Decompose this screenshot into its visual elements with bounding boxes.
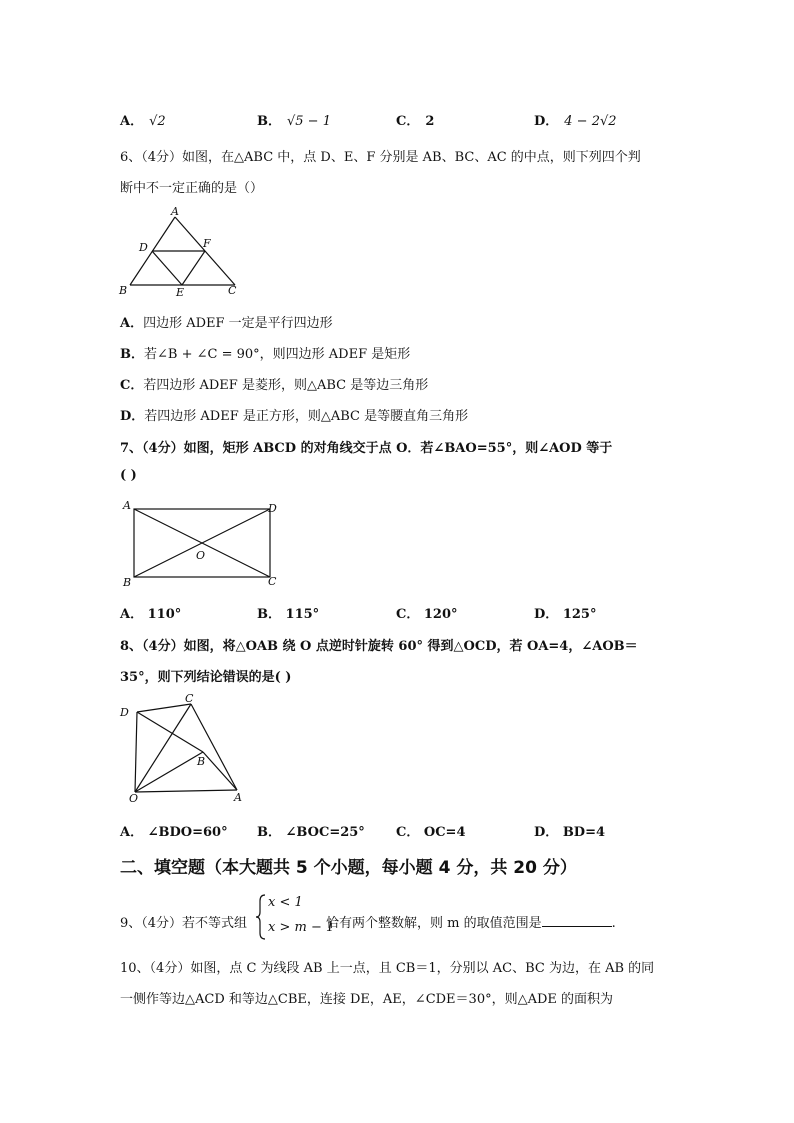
option-label: A． bbox=[120, 825, 144, 840]
option-text: 若四边形 ADEF 是菱形，则△ABC 是等边三角形 bbox=[143, 378, 429, 393]
q6-stem-line2: 断中不一定正确的是（） bbox=[120, 181, 264, 196]
option-text: 若四边形 ADEF 是正方形，则△ABC 是等腰直角三角形 bbox=[144, 409, 469, 424]
q5-option-c bbox=[396, 110, 434, 129]
inequality-text: x > m − 1 bbox=[268, 920, 335, 935]
point-label-c: C bbox=[228, 284, 237, 297]
point-label-c: C bbox=[268, 575, 277, 588]
q8-option-a bbox=[120, 821, 228, 840]
inequality-text: x < 1 bbox=[268, 895, 303, 910]
answer-blank bbox=[542, 914, 612, 927]
point-label-d: D bbox=[268, 502, 277, 515]
option-text: 若∠B + ∠C = 90°，则四边形 ADEF 是矩形 bbox=[144, 347, 411, 362]
option-label: C． bbox=[396, 114, 420, 129]
q6-option-c bbox=[120, 374, 428, 393]
point-label-c: C bbox=[185, 692, 194, 705]
section-title: 二、填空题（本大题共 5 个小题，每小题 4 分，共 20 分） bbox=[120, 858, 577, 878]
option-text: OC=4 bbox=[423, 825, 466, 840]
q7-stem-line2: ( ) bbox=[120, 468, 137, 483]
point-label-f: F bbox=[203, 237, 211, 250]
segment-fe bbox=[182, 251, 205, 285]
option-label: A． bbox=[120, 607, 144, 622]
option-label: B． bbox=[257, 607, 281, 622]
q6-option-d bbox=[120, 405, 468, 424]
option-text: ∠BOC=25° bbox=[285, 825, 365, 840]
option-text: 115° bbox=[285, 607, 320, 622]
q7-option-a bbox=[120, 603, 181, 622]
q5-option-b bbox=[257, 110, 331, 129]
segment-ob bbox=[135, 752, 206, 792]
option-label: B． bbox=[257, 825, 281, 840]
q7-option-d bbox=[534, 603, 596, 622]
option-label: B． bbox=[120, 347, 144, 362]
segment-dc bbox=[137, 704, 191, 712]
q8-rotation-figure bbox=[117, 692, 247, 804]
point-label-d: D bbox=[139, 241, 148, 254]
point-label-o: O bbox=[196, 549, 206, 562]
q6-option-b bbox=[120, 343, 410, 362]
segment-de bbox=[152, 251, 182, 285]
option-label: C． bbox=[396, 825, 420, 840]
option-value: √2 bbox=[149, 114, 166, 129]
option-label: A． bbox=[120, 316, 144, 331]
q9-suffix-text: 恰有两个整数解，则 m 的取值范围是 bbox=[326, 916, 542, 931]
segment-db bbox=[137, 712, 203, 752]
q8-stem-line2: 35°，则下列结论错误的是( ) bbox=[120, 670, 292, 685]
q8-option-d bbox=[534, 821, 605, 840]
point-label-o: O bbox=[129, 792, 139, 804]
brace-icon bbox=[255, 893, 267, 941]
option-label: C． bbox=[120, 378, 144, 393]
q8-option-c bbox=[396, 821, 466, 840]
q7-option-c bbox=[396, 603, 458, 622]
q6-option-a bbox=[120, 312, 333, 331]
option-text: ∠BDO=60° bbox=[147, 825, 228, 840]
option-value: 2 bbox=[425, 114, 435, 129]
q5-option-a bbox=[120, 110, 166, 129]
option-text: 125° bbox=[562, 607, 597, 622]
option-text: 120° bbox=[423, 607, 458, 622]
point-label-a: A bbox=[234, 791, 242, 804]
q7-rectangle-figure bbox=[118, 497, 283, 592]
option-label: C． bbox=[396, 607, 420, 622]
point-label-a: A bbox=[123, 499, 131, 512]
q9-end: . bbox=[611, 916, 616, 931]
option-text: 110° bbox=[147, 607, 182, 622]
option-label: B． bbox=[257, 114, 281, 129]
point-label-a: A bbox=[171, 205, 179, 218]
q6-triangle-figure bbox=[115, 205, 245, 297]
point-label-b: B bbox=[197, 755, 206, 768]
q9-suffix bbox=[326, 912, 616, 931]
q9-prefix: 9、（4分）若不等式组 bbox=[120, 916, 248, 931]
q7-stem-line1: 7、（4分）如图，矩形 ABCD 的对角线交于点 O．若∠BAO=55°，则∠AOD 等于 bbox=[120, 441, 613, 456]
segment-ca bbox=[191, 704, 237, 790]
q8-stem-line1: 8、（4分）如图，将△OAB 绕 O 点逆时针旋转 60° 得到△OCD，若 OA=4，∠AOB＝ bbox=[120, 639, 638, 654]
option-label: D． bbox=[120, 409, 145, 424]
option-label: D． bbox=[534, 607, 559, 622]
q10-stem-line2: 一侧作等边△ACD 和等边△CBE，连接 DE，AE，∠CDE＝30°，则△ADE 的面积为 bbox=[120, 992, 614, 1007]
option-label: D． bbox=[534, 825, 559, 840]
q6-stem-line1: 6、（4分）如图，在△ABC 中，点 D、E、F 分别是 AB、BC、AC 的中点，则下列四个判 bbox=[120, 150, 641, 165]
q9-inequality-2 bbox=[268, 920, 334, 935]
segment-co bbox=[135, 704, 191, 792]
q8-option-b bbox=[257, 821, 365, 840]
point-label-d: D bbox=[120, 706, 129, 719]
point-label-e: E bbox=[176, 286, 185, 297]
option-value: √5 − 1 bbox=[287, 114, 331, 129]
point-label-b: B bbox=[123, 576, 132, 589]
q7-option-b bbox=[257, 603, 319, 622]
option-value: 4 − 2√2 bbox=[564, 114, 617, 129]
q9-inequality-1 bbox=[268, 895, 303, 910]
point-label-b: B bbox=[119, 284, 128, 297]
q10-stem-line1: 10、（4分）如图，点 C 为线段 AB 上一点，且 CB＝1，分别以 AC、BC 为边，在 AB 的同 bbox=[120, 961, 655, 976]
option-label: A． bbox=[120, 114, 144, 129]
option-text: BD=4 bbox=[562, 825, 606, 840]
option-text: 四边形 ADEF 一定是平行四边形 bbox=[143, 316, 333, 331]
segment-do bbox=[135, 712, 137, 792]
q5-option-d bbox=[534, 110, 617, 129]
option-label: D． bbox=[534, 114, 559, 129]
segment-oa bbox=[135, 790, 237, 792]
